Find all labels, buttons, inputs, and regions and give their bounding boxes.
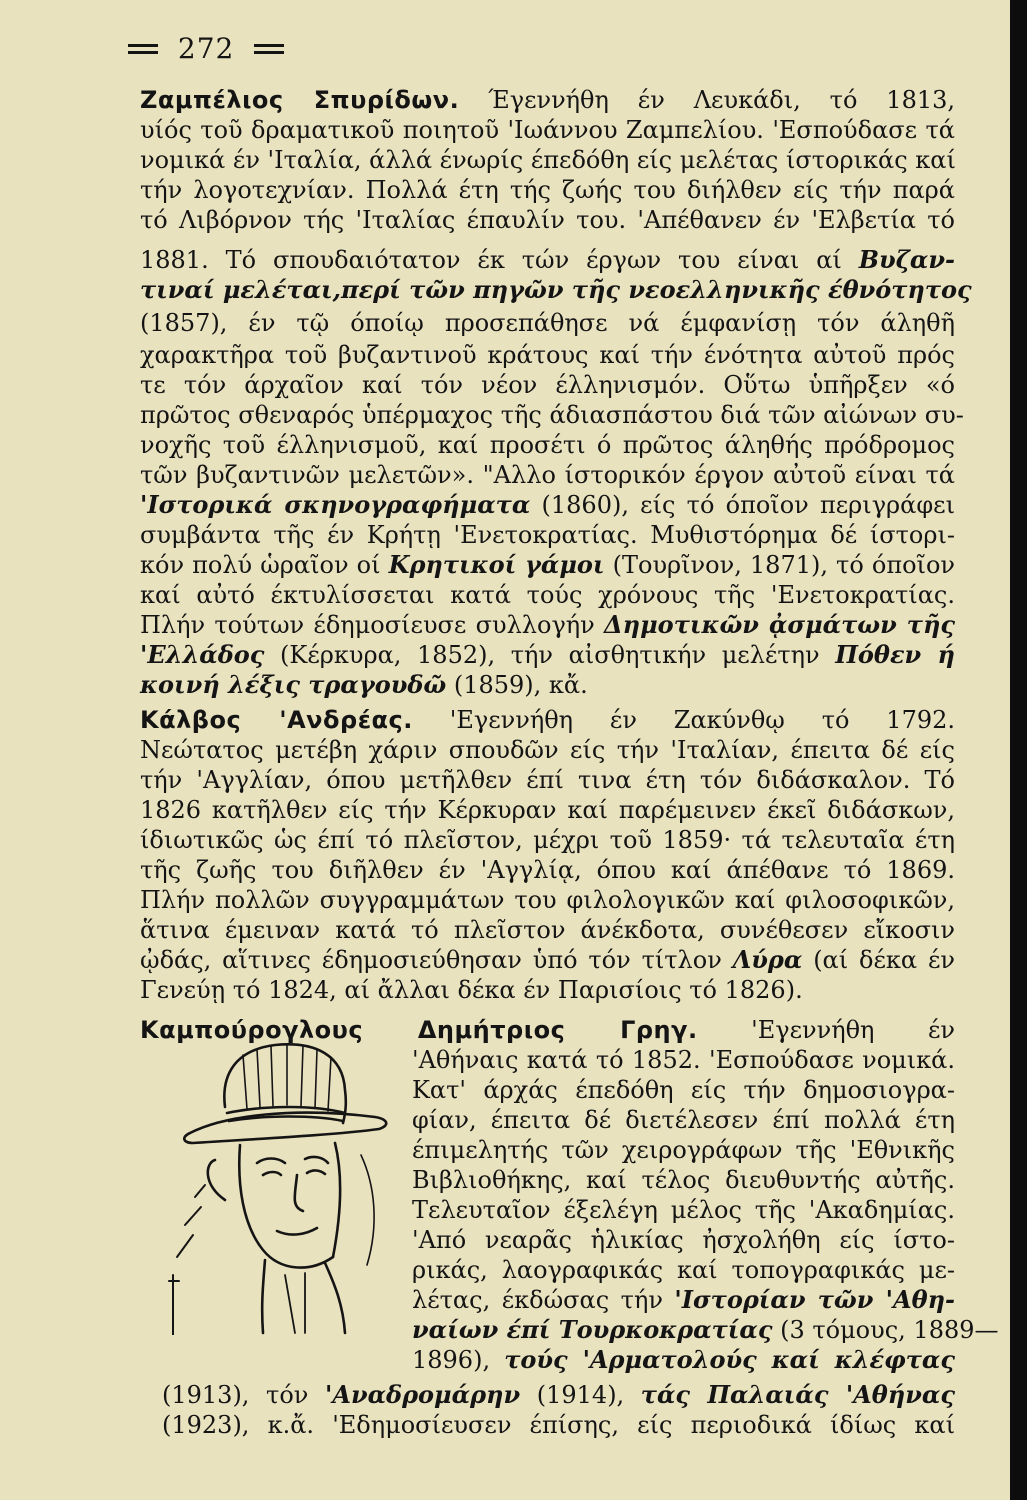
entry3-line1: Καμπούρογλους Δημήτριος Γρηγ. 'Εγεννήθη έν bbox=[140, 1016, 955, 1044]
entry2-line4: 1826 κατῆλθεν είς τήν Κέρκυραν καί παρέμεινεν έκεῖ διδάσκων, bbox=[140, 796, 955, 824]
entry1-line16: κόν πολύ ὡραῖον οί Κρητικοί γάμοι (Τουρῖνον, 1871), τό όποῖον bbox=[140, 550, 955, 579]
entry1-line14: 'Ιστορικά σκηνογραφήματα (1860), είς τό όποῖον περιγράφει bbox=[140, 490, 955, 519]
entry2-heading: Κάλβος 'Ανδρέας. bbox=[140, 706, 413, 734]
entry2-line1: Κάλβος 'Ανδρέας. 'Εγεννήθη έν Ζακύνθῳ τό 1792. bbox=[140, 706, 956, 734]
entry1-line5: τό Λιβόρνον τής 'Ιταλίας έπαυλίν του. 'Απέθανεν έν 'Ελβετία τό bbox=[140, 206, 955, 234]
entry1-line6: 1881. Τό σπουδαιότατον έκ τών έργων του είναι αί Βυζαν- bbox=[140, 245, 955, 274]
entry1-line3: νομικά έν 'Ιταλία, άλλά ένωρίς έπεδόθη είς μελέτας ίστορικάς καί bbox=[140, 146, 956, 174]
right-rule-icon bbox=[254, 40, 284, 58]
entry3-line10: λέτας, έκδώσας τήν 'Ιστορίαν τῶν 'Αθη- bbox=[412, 1285, 955, 1314]
entry1-line18: Πλήν τούτων έδημοσίευσε συλλογήν Δημοτικῶν ᾀσμάτων τῆς bbox=[140, 610, 955, 639]
entry2-line7: Πλήν πολλῶν συγγραμμάτων του φιλολογικῶν καί φιλοσοφικῶν, bbox=[140, 886, 955, 914]
entry3-line6: Βιβλιοθήκης, καί τέλος διευθυντής αὐτῆς. bbox=[412, 1166, 955, 1194]
entry1-line4: τήν λογοτεχνίαν. Πολλά έτη τής ζωής του διήλθεν είς τήν παρά bbox=[140, 176, 955, 204]
entry1-line7: τιναί μελέται,περί τῶν πηγῶν τῆς νεοελληνικῆς έθνότητος bbox=[140, 275, 972, 304]
entry2-line3: τήν 'Αγγλίαν, όπου μετῆλθεν έπί τινα έτη τόν διδάσκαλον. Τό bbox=[140, 766, 955, 794]
entry3-line3: Κατ' άρχάς έπεδόθη είς τήν δημοσιογρα- bbox=[412, 1076, 955, 1104]
entry3-line14: (1923), κ.ἄ. 'Εδημοσίευσεν έπίσης, είς περιοδικά ίδίως καί bbox=[162, 1411, 955, 1439]
man-with-hat-portrait-icon bbox=[165, 1035, 410, 1335]
entry3-line4: φίαν, έπειτα δέ διετέλεσεν έπί πολλά έτη bbox=[412, 1106, 955, 1134]
entry3-line9: ρικάς, λαογραφικάς καί τοπογραφικάς με- bbox=[412, 1256, 955, 1284]
entry1-line20: κοινή λέξις τραγουδῶ (1859), κἄ. bbox=[140, 670, 588, 699]
left-rule-icon bbox=[128, 40, 158, 58]
entry1-line2: υίός τοῦ δραματικοῦ ποιητοῦ 'Ιωάννου Ζαμπελίου. 'Εσπούδασε τά bbox=[140, 116, 955, 144]
entry1-line1: Ζαμπέλιος Σπυρίδων. Έγεννήθη έν Λευκάδι, τό 1813, bbox=[140, 86, 955, 114]
entry3-line13: (1913), τόν 'Αναδρομάρην (1914), τάς Παλαιάς 'Αθήνας bbox=[162, 1380, 955, 1409]
entry1-line8: (1857), έν τῷ όποίῳ προσεπάθησε νά έμφανίσῃ τόν άληθῆ bbox=[140, 309, 955, 337]
entry1-line12: νοχῆς τοῦ έλληνισμοῦ, καί προσέτι ό πρῶτος άληθής πρόδρομος bbox=[140, 431, 955, 459]
entry3-line7: Τελευταῖον έξελέγη μέλος τῆς 'Ακαδημίας. bbox=[412, 1196, 955, 1224]
page-number bbox=[128, 30, 284, 65]
entry3-line8: 'Από νεαρᾶς ἡλικίας ἠσχολήθη είς ίστο- bbox=[412, 1226, 955, 1254]
entry1-line17: καί αὐτό έκτυλίσσεται κατά τούς χρόνους τῆς 'Ενετοκρατίας. bbox=[140, 581, 955, 609]
entry2-line5: ίδιωτικῶς ὡς έπί τό πλεῖστον, μέχρι τοῦ 1859· τά τελευταῖα έτη bbox=[140, 826, 955, 854]
entry3-line12: 1896), τούς 'Αρματολούς καί κλέφτας bbox=[412, 1345, 955, 1374]
entry3-heading: Καμπούρογλους Δημήτριος Γρηγ. bbox=[140, 1016, 698, 1044]
entry2-line6: τῆς ζωῆς του διῆλθεν έν 'Αγγλίᾳ, όπου καί άπέθανε τό 1869. bbox=[140, 856, 955, 884]
entry2-line8: ἅτινα έμειναν κατά τό πλεῖστον άνέκδοτα, συνέθεσεν εἴκοσιν bbox=[140, 916, 955, 944]
entry1-line15: συμβάντα τῆς έν Κρήτῃ 'Ενετοκρατίας. Μυθιστόρημα δέ ίστορι- bbox=[140, 521, 955, 549]
entry1-heading: Ζαμπέλιος Σπυρίδων. bbox=[140, 86, 460, 114]
entry1-line10: τε τόν άρχαῖον καί τόν νέον έλληνισμόν. Οὕτω ὑπῆρξεν «ό bbox=[140, 371, 955, 399]
entry2-line2: Νεώτατος μετέβη χάριν σπουδῶν είς τήν 'Ιταλίαν, έπειτα δέ είς bbox=[140, 736, 955, 764]
entry1-line9: χαρακτῆρα τοῦ βυζαντινοῦ κράτους καί τήν ένότητα αὐτοῦ πρός bbox=[140, 341, 955, 369]
entry2-line9: ᾠδάς, αἵτινες έδημοσιεύθησαν ὑπό τόν τίτλον Λύρα (αί δέκα έν bbox=[140, 945, 955, 974]
entry3-line2: 'Αθήναις κατά τό 1852. 'Εσπούδασε νομικά. bbox=[412, 1046, 955, 1074]
entry2-line10: Γενεύῃ τό 1824, αί ἄλλαι δέκα έν Παρισίοις τό 1826). bbox=[140, 976, 803, 1004]
entry1-line11: πρῶτος σθεναρός ὑπέρμαχος τῆς άδιασπάστου διά τῶν αἰώνων συ- bbox=[140, 401, 964, 429]
page-number-value: 272 bbox=[177, 32, 235, 65]
entry1-line13: τῶν βυζαντινῶν μελετῶν». "Αλλο ίστορικόν έργον αὐτοῦ είναι τά bbox=[140, 461, 955, 489]
entry1-line19: 'Ελλάδος (Κέρκυρα, 1852), τήν αἰσθητικήν μελέτην Πόθεν ή bbox=[140, 640, 955, 669]
entry3-line5: έπιμελητής τῶν χειρογράφων τῆς 'Εθνικῆς bbox=[412, 1136, 955, 1164]
entry3-line11: ναίων έπί Τουρκοκρατίας (3 τόμους, 1889— bbox=[412, 1315, 999, 1344]
